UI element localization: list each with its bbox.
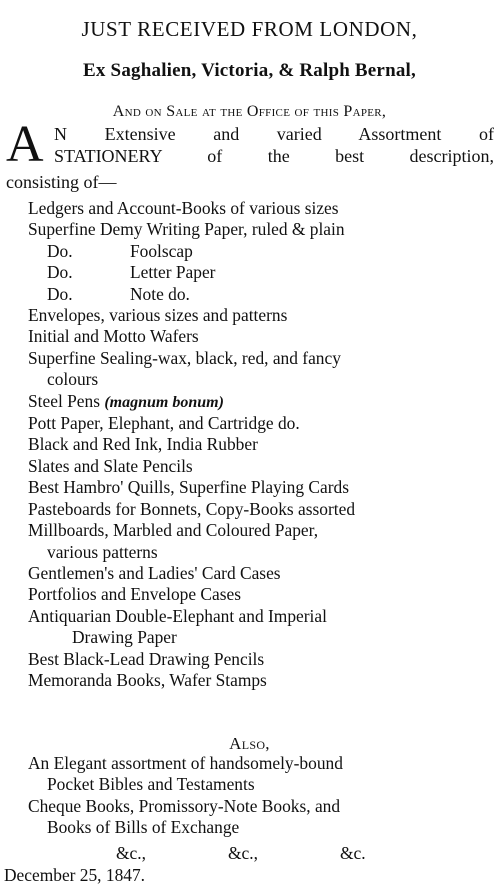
list-item-text: Foolscap	[130, 240, 193, 261]
also-list	[28, 753, 494, 839]
list-item: Cheque Books, Promissory-Note Books, and	[28, 795, 341, 816]
list-item: Portfolios and Envelope Cases	[28, 584, 242, 605]
list-item-continuation: Books of Bills of Exchange	[47, 817, 240, 838]
also-heading: Also,	[229, 734, 270, 753]
intro-line-1: N Extensive and varied Assortment of	[54, 124, 494, 144]
intro-paragraph	[6, 116, 494, 173]
list-item: Memoranda Books, Wafer Stamps	[28, 669, 267, 690]
list-item: Superfine Demy Writing Paper, ruled & plain	[28, 219, 345, 240]
list-item: Gentlemen's and Ladies' Card Cases	[28, 562, 281, 583]
list-item: Envelopes, various sizes and patterns	[28, 305, 288, 326]
list-item	[28, 262, 494, 283]
list-item: Antiquarian Double-Elephant and Imperial	[28, 605, 327, 626]
headline-just-received: JUST RECEIVED FROM LONDON,	[81, 17, 418, 41]
list-item-continuation: various patterns	[47, 541, 158, 562]
list-item-text: Steel Pens	[28, 390, 105, 411]
list-item-text: Letter Paper	[130, 262, 216, 283]
etc-text: &c.,	[116, 843, 146, 863]
list-item: Pasteboards for Bonnets, Copy-Books assorted	[28, 498, 356, 519]
list-item: Best Black-Lead Drawing Pencils	[28, 648, 265, 669]
ditto-label: Do.	[47, 240, 73, 261]
etc-row	[0, 842, 499, 864]
list-item: An Elegant assortment of handsomely-bound	[28, 753, 343, 773]
headline-ships: Ex Saghalien, Victoria, & Ralph Bernal,	[83, 60, 416, 81]
list-item	[28, 391, 494, 413]
list-item: Slates and Slate Pencils	[28, 455, 193, 476]
list-item: Millboards, Marbled and Coloured Paper,	[28, 520, 319, 541]
list-item: Superfine Sealing-wax, black, red, and fancy	[28, 347, 341, 368]
ditto-label: Do.	[47, 262, 73, 283]
drop-cap: A	[6, 116, 44, 173]
headline-on-sale: And on Sale at the Office of this Paper,	[112, 103, 387, 120]
list-item: Initial and Motto Wafers	[28, 326, 199, 347]
list-item	[28, 284, 494, 305]
list-item: Pott Paper, Elephant, and Cartridge do.	[28, 413, 300, 434]
list-item	[28, 241, 494, 262]
etc-text: &c.,	[228, 843, 258, 863]
ditto-label: Do.	[47, 283, 73, 304]
date-line: December 25, 1847.	[4, 865, 146, 885]
stationery-list	[28, 198, 494, 691]
list-item-continuation: Drawing Paper	[72, 627, 177, 648]
intro-line-2: STATIONERY of the best description,	[54, 146, 494, 166]
list-item-text: Note do.	[130, 283, 190, 304]
list-item-continuation: colours	[47, 369, 99, 390]
list-item-continuation: Pocket Bibles and Testaments	[47, 774, 255, 795]
list-item: Black and Red Ink, India Rubber	[28, 434, 258, 455]
intro-line-3: consisting of—	[6, 172, 117, 192]
etc-text: &c.	[340, 843, 366, 863]
list-item: Best Hambro' Quills, Superfine Playing Cards	[28, 477, 349, 498]
list-item: Ledgers and Account-Books of various sizes	[28, 198, 339, 218]
list-item-italic: (magnum bonum)	[104, 393, 224, 411]
